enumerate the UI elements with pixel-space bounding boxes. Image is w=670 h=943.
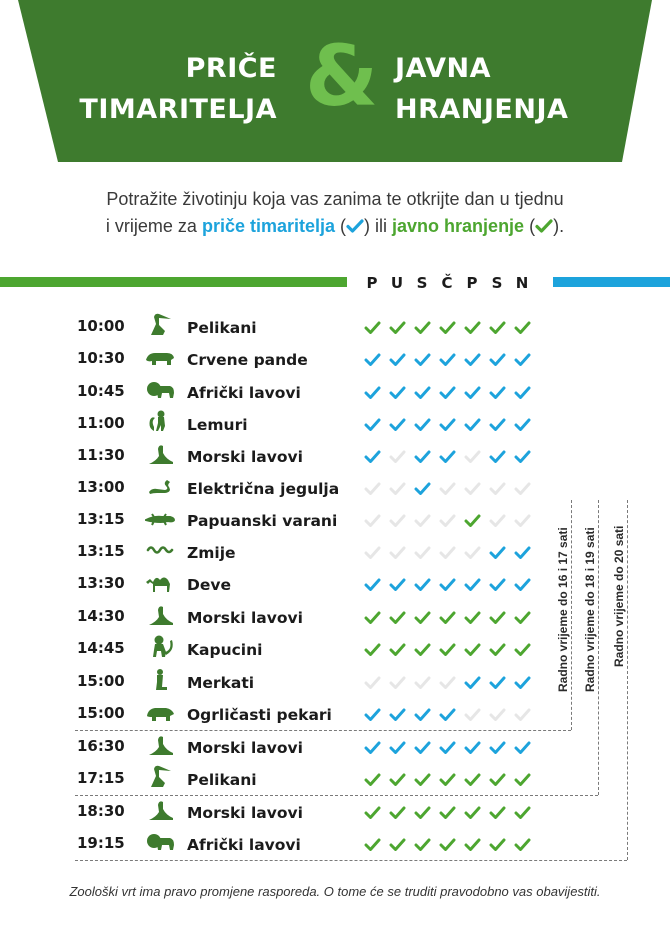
check-blue-icon: [414, 741, 431, 754]
lion-icon: [145, 829, 175, 853]
check-inactive-icon: [389, 676, 406, 689]
title-ampersand: &: [305, 27, 379, 125]
eel-icon: [145, 473, 175, 497]
check-blue-icon: [489, 676, 506, 689]
animal-name: Afrički lavovi: [187, 384, 301, 402]
title-keeper-talks-line1: PRIČE: [185, 53, 277, 84]
check-green-icon: [364, 611, 381, 624]
title-public-feedings-line1: JAVNA: [395, 53, 491, 84]
check-inactive-icon: [489, 482, 506, 495]
check-inactive-icon: [364, 514, 381, 527]
header-bar-blue: [553, 277, 670, 287]
check-blue-icon: [389, 386, 406, 399]
check-inactive-icon: [389, 514, 406, 527]
event-time: 13:15: [77, 542, 125, 560]
check-blue-icon: [389, 578, 406, 591]
check-blue-icon: [414, 386, 431, 399]
lemur-icon: [145, 409, 175, 433]
check-blue-icon: [439, 353, 456, 366]
check-inactive-icon: [389, 546, 406, 559]
check-blue-icon: [464, 418, 481, 431]
day-header: P: [466, 274, 478, 292]
intro-paren-end: ).: [553, 216, 565, 236]
check-green-icon: [414, 611, 431, 624]
check-inactive-icon: [514, 514, 531, 527]
check-green-icon: [364, 773, 381, 786]
check-blue-icon: [464, 741, 481, 754]
schedule-row: [0, 802, 670, 834]
check-blue-icon: [489, 546, 506, 559]
check-green-icon: [514, 838, 531, 851]
check-inactive-icon: [439, 482, 456, 495]
animal-name: Lemuri: [187, 416, 248, 434]
check-inactive-icon: [364, 482, 381, 495]
check-blue-icon: [439, 708, 456, 721]
animal-name: Merkati: [187, 674, 255, 692]
check-green-icon: [439, 321, 456, 334]
animal-name: Papuanski varani: [187, 512, 338, 530]
check-blue-icon: [414, 450, 431, 463]
animal-name: Afrički lavovi: [187, 836, 301, 854]
check-green-icon: [364, 321, 381, 334]
check-blue-icon: [389, 353, 406, 366]
animal-name: Morski lavovi: [187, 804, 303, 822]
check-green-icon: [414, 643, 431, 656]
check-blue-icon: [514, 386, 531, 399]
check-inactive-icon: [389, 450, 406, 463]
pelican-icon: [145, 312, 175, 336]
check-green-icon: [414, 321, 431, 334]
check-green-icon: [389, 838, 406, 851]
check-blue-icon: [514, 353, 531, 366]
check-green-icon: [514, 773, 531, 786]
intro-text: [20, 186, 650, 240]
pelican-icon: [145, 764, 175, 788]
event-time: 11:00: [77, 414, 125, 432]
check-green-icon: [439, 806, 456, 819]
check-blue-icon: [389, 418, 406, 431]
snake-icon: [145, 537, 175, 561]
intro-paren-1: (: [335, 216, 347, 236]
check-blue-icon: [389, 708, 406, 721]
animal-name: Električna jegulja: [187, 480, 340, 498]
intro-line-2: [20, 213, 650, 240]
check-blue-icon: [439, 741, 456, 754]
check-blue-icon: [414, 418, 431, 431]
check-green-icon: [514, 643, 531, 656]
check-blue-icon: [346, 219, 364, 233]
check-green-icon: [489, 321, 506, 334]
check-blue-icon: [464, 353, 481, 366]
check-inactive-icon: [364, 676, 381, 689]
check-blue-icon: [364, 578, 381, 591]
check-green-icon: [389, 643, 406, 656]
check-green-icon: [464, 611, 481, 624]
check-inactive-icon: [414, 514, 431, 527]
check-green-icon: [514, 321, 531, 334]
header-bar-green: [0, 277, 347, 287]
day-header: S: [416, 274, 428, 292]
event-time: 13:00: [77, 478, 125, 496]
check-inactive-icon: [414, 546, 431, 559]
sea-lion-icon: [145, 797, 175, 821]
check-inactive-icon: [489, 514, 506, 527]
animal-name: Morski lavovi: [187, 609, 303, 627]
animal-name: Morski lavovi: [187, 739, 303, 757]
check-inactive-icon: [414, 676, 431, 689]
schedule-row: [0, 349, 670, 381]
capuchin-icon: [145, 634, 175, 658]
event-time: 16:30: [77, 737, 125, 755]
schedule-row: [0, 414, 670, 446]
check-green-icon: [364, 838, 381, 851]
check-green-icon: [414, 838, 431, 851]
intro-paren-or: ) ili: [364, 216, 388, 236]
check-blue-icon: [514, 546, 531, 559]
check-blue-icon: [414, 353, 431, 366]
check-inactive-icon: [514, 708, 531, 721]
check-blue-icon: [364, 708, 381, 721]
animal-name: Ogrličasti pekari: [187, 706, 332, 724]
event-time: 15:00: [77, 672, 125, 690]
check-green-icon: [514, 806, 531, 819]
schedule-row: [0, 834, 670, 866]
legend-keeper-talks: priče timaritelja: [201, 216, 336, 236]
check-blue-icon: [464, 578, 481, 591]
title-keeper-talks-line2: TIMARITELJA: [79, 94, 277, 125]
check-blue-icon: [489, 578, 506, 591]
separator-line: [75, 730, 571, 731]
check-blue-icon: [489, 741, 506, 754]
check-green-icon: [364, 806, 381, 819]
check-green-icon: [464, 643, 481, 656]
peccary-icon: [145, 699, 175, 723]
check-green-icon: [389, 806, 406, 819]
animal-name: Crvene pande: [187, 351, 308, 369]
meerkat-icon: [145, 667, 175, 691]
opening-hours-line: [598, 500, 599, 795]
event-time: 10:00: [77, 317, 125, 335]
check-blue-icon: [514, 418, 531, 431]
schedule-row: [0, 737, 670, 769]
check-green-icon: [389, 773, 406, 786]
check-blue-icon: [439, 578, 456, 591]
schedule-row: [0, 317, 670, 349]
check-blue-icon: [439, 386, 456, 399]
day-header: Č: [441, 274, 453, 292]
camel-icon: [145, 569, 175, 593]
check-inactive-icon: [439, 676, 456, 689]
schedule-row: [0, 704, 670, 736]
check-green-icon: [439, 611, 456, 624]
check-green-icon: [535, 219, 553, 233]
check-inactive-icon: [464, 546, 481, 559]
day-header: P: [366, 274, 378, 292]
check-blue-icon: [514, 676, 531, 689]
separator-line: [75, 795, 598, 796]
check-inactive-icon: [514, 482, 531, 495]
day-header: S: [491, 274, 503, 292]
check-green-icon: [414, 773, 431, 786]
check-green-icon: [489, 643, 506, 656]
check-green-icon: [514, 611, 531, 624]
check-inactive-icon: [439, 546, 456, 559]
check-blue-icon: [489, 450, 506, 463]
check-green-icon: [489, 611, 506, 624]
check-green-icon: [464, 321, 481, 334]
check-blue-icon: [364, 741, 381, 754]
schedule-row: [0, 446, 670, 478]
separator-line: [75, 860, 627, 861]
check-blue-icon: [439, 418, 456, 431]
opening-hours-line: [627, 500, 628, 860]
check-green-icon: [489, 773, 506, 786]
check-blue-icon: [514, 741, 531, 754]
check-blue-icon: [414, 708, 431, 721]
check-blue-icon: [364, 386, 381, 399]
title-public-feedings-line2: HRANJENJA: [395, 94, 569, 125]
schedule-row: [0, 478, 670, 510]
check-blue-icon: [439, 450, 456, 463]
event-time: 13:30: [77, 574, 125, 592]
event-time: 13:15: [77, 510, 125, 528]
animal-name: Morski lavovi: [187, 448, 303, 466]
animal-name: Deve: [187, 576, 231, 594]
animal-name: Pelikani: [187, 771, 257, 789]
check-green-icon: [364, 643, 381, 656]
monitor-lizard-icon: [145, 505, 175, 529]
opening-hours-label: Radno vrijeme do 16 i 17 sati: [556, 527, 570, 692]
check-green-icon: [464, 514, 481, 527]
event-time: 15:00: [77, 704, 125, 722]
check-inactive-icon: [489, 708, 506, 721]
check-blue-icon: [464, 676, 481, 689]
sea-lion-icon: [145, 441, 175, 465]
check-blue-icon: [364, 450, 381, 463]
check-green-icon: [489, 806, 506, 819]
event-time: 10:45: [77, 382, 125, 400]
check-inactive-icon: [464, 450, 481, 463]
sea-lion-icon: [145, 732, 175, 756]
check-blue-icon: [414, 482, 431, 495]
schedule-row: [0, 382, 670, 414]
check-blue-icon: [364, 353, 381, 366]
check-green-icon: [464, 773, 481, 786]
intro-line-1: Potražite životinju koja vas zanima te otkrijte dan u tjednu: [106, 189, 564, 209]
check-blue-icon: [489, 353, 506, 366]
check-inactive-icon: [364, 546, 381, 559]
intro-paren-2: (: [524, 216, 536, 236]
event-time: 17:15: [77, 769, 125, 787]
check-green-icon: [464, 838, 481, 851]
animal-name: Zmije: [187, 544, 236, 562]
event-time: 11:30: [77, 446, 125, 464]
event-time: 14:45: [77, 639, 125, 657]
legend-public-feedings: javno hranjenje: [392, 216, 525, 236]
schedule-row: [0, 769, 670, 801]
check-blue-icon: [414, 578, 431, 591]
footer-note: Zoološki vrt ima pravo promjene rasporeda. O tome će se truditi pravodobno vas obavijestiti.: [69, 884, 601, 899]
check-blue-icon: [514, 578, 531, 591]
event-time: 14:30: [77, 607, 125, 625]
check-blue-icon: [464, 386, 481, 399]
check-blue-icon: [364, 418, 381, 431]
check-green-icon: [389, 611, 406, 624]
opening-hours-line: [571, 500, 572, 730]
intro-line-2-start: i vrijeme za: [105, 216, 197, 236]
check-green-icon: [489, 838, 506, 851]
check-inactive-icon: [464, 708, 481, 721]
check-green-icon: [389, 321, 406, 334]
opening-hours-label: Radno vrijeme do 20 sati: [612, 525, 626, 667]
event-time: 19:15: [77, 834, 125, 852]
day-header: N: [515, 274, 529, 292]
event-time: 10:30: [77, 349, 125, 367]
red-panda-icon: [145, 344, 175, 368]
check-blue-icon: [489, 418, 506, 431]
check-green-icon: [439, 773, 456, 786]
check-blue-icon: [489, 386, 506, 399]
animal-name: Kapucini: [187, 641, 263, 659]
check-green-icon: [414, 806, 431, 819]
opening-hours-label: Radno vrijeme do 18 i 19 sati: [583, 527, 597, 692]
event-time: 18:30: [77, 802, 125, 820]
check-inactive-icon: [389, 482, 406, 495]
sea-lion-icon: [145, 602, 175, 626]
check-blue-icon: [389, 741, 406, 754]
check-inactive-icon: [439, 514, 456, 527]
check-green-icon: [464, 806, 481, 819]
animal-name: Pelikani: [187, 319, 257, 337]
day-header: U: [390, 274, 404, 292]
check-blue-icon: [514, 450, 531, 463]
check-inactive-icon: [464, 482, 481, 495]
check-green-icon: [439, 838, 456, 851]
check-green-icon: [439, 643, 456, 656]
lion-icon: [145, 377, 175, 401]
